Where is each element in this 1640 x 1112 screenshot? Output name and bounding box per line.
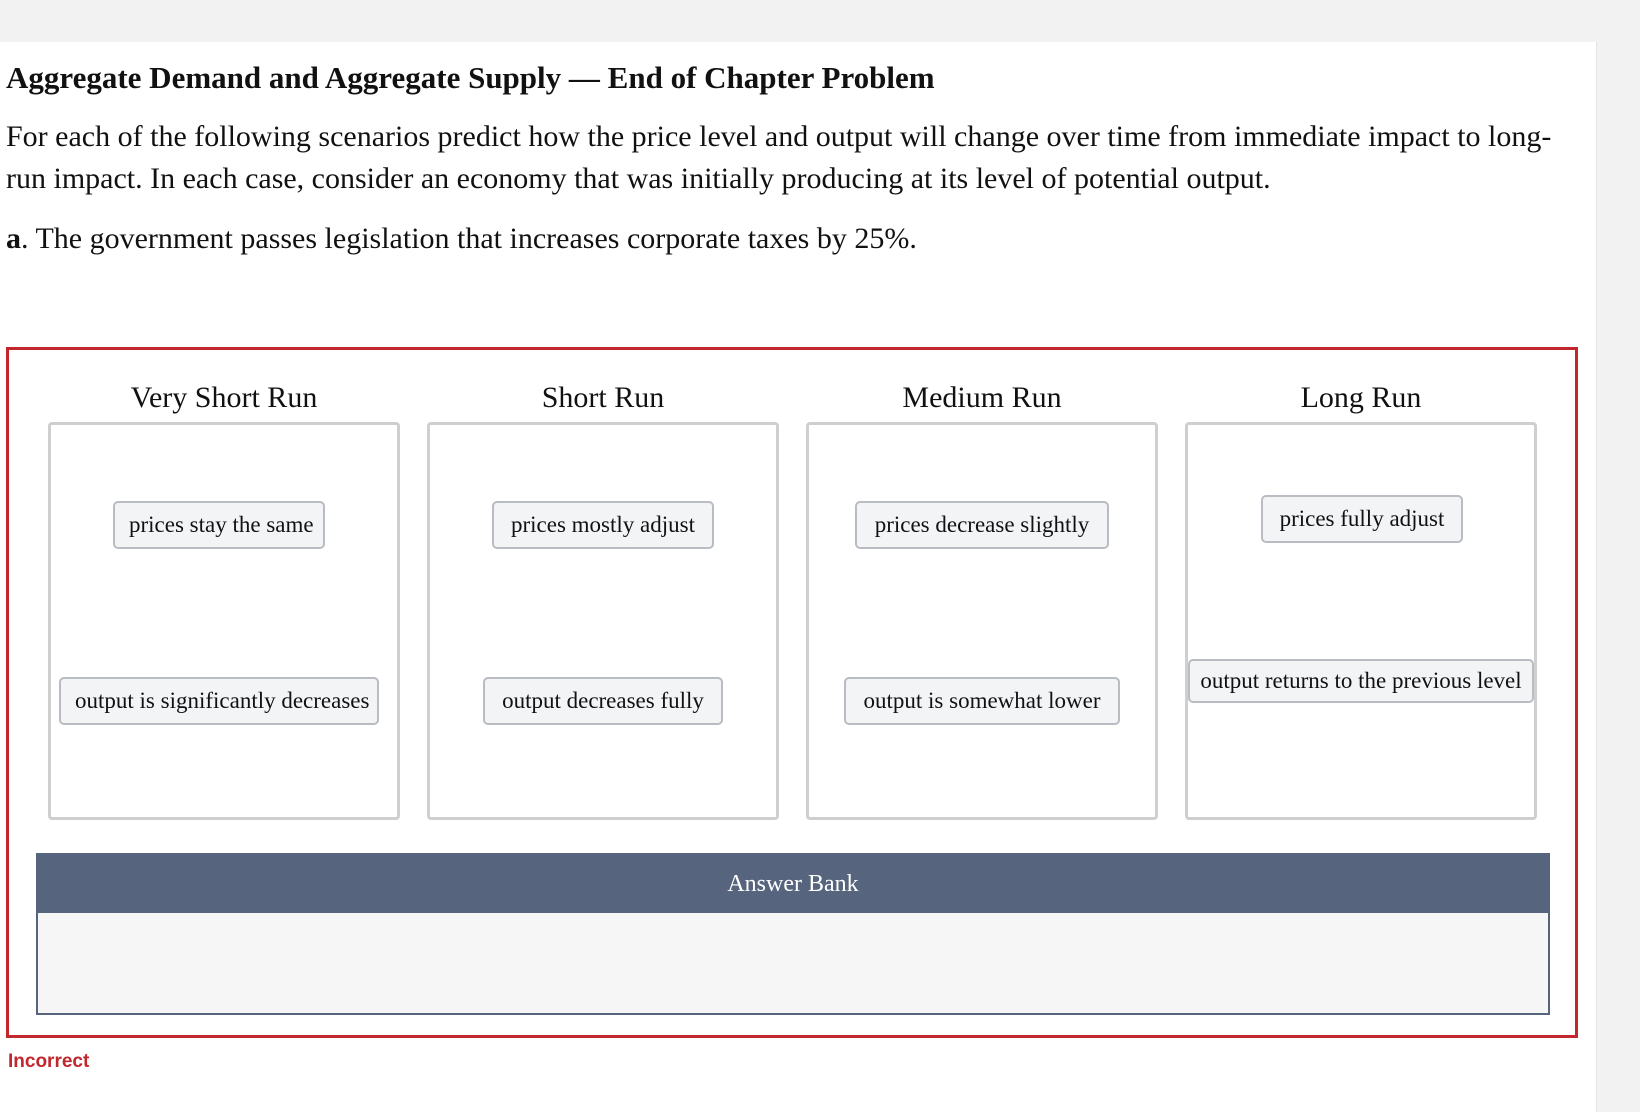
scenario-text: . The government passes legislation that increases corporate taxes by 25%. — [21, 222, 917, 255]
answer-bank[interactable] — [36, 853, 1550, 1015]
dropzone-very-short-run[interactable] — [48, 422, 400, 820]
answer-chip[interactable]: output returns to the previous level — [1188, 659, 1534, 703]
answer-chip[interactable]: output decreases fully — [483, 677, 723, 725]
column-heading: Medium Run — [902, 381, 1062, 414]
answer-chip[interactable]: prices stay the same — [113, 501, 325, 549]
scenario-a — [6, 218, 917, 260]
answer-bank-dropzone[interactable] — [38, 913, 1548, 1013]
question-intro: For each of the following scenarios predict how the price level and output will change over time from immediate impact to long-run impact. In each case, consider an economy that was initially producing at its level of potential output. — [6, 120, 1552, 195]
dropzone-long-run[interactable] — [1185, 422, 1537, 820]
answer-chip[interactable]: output is significantly decreases — [59, 677, 379, 725]
status-message: Incorrect — [8, 1051, 90, 1072]
answer-chip[interactable]: prices fully adjust — [1261, 495, 1463, 543]
answer-chip[interactable]: output is somewhat lower — [844, 677, 1120, 725]
answer-chip[interactable]: prices mostly adjust — [492, 501, 714, 549]
answer-bank-header: Answer Bank — [38, 855, 1548, 913]
dropzone-short-run[interactable] — [427, 422, 779, 820]
column-heading: Short Run — [541, 381, 665, 414]
drag-drop-activity — [6, 347, 1578, 1038]
column-heading: Long Run — [1300, 381, 1422, 414]
column-heading: Very Short Run — [130, 381, 318, 414]
dropzone-medium-run[interactable] — [806, 422, 1158, 820]
scenario-label: a — [6, 222, 21, 255]
page-title: Aggregate Demand and Aggregate Supply — End of Chapter Problem — [6, 60, 935, 95]
answer-chip[interactable]: prices decrease slightly — [855, 501, 1109, 549]
question-panel — [0, 42, 1597, 1112]
